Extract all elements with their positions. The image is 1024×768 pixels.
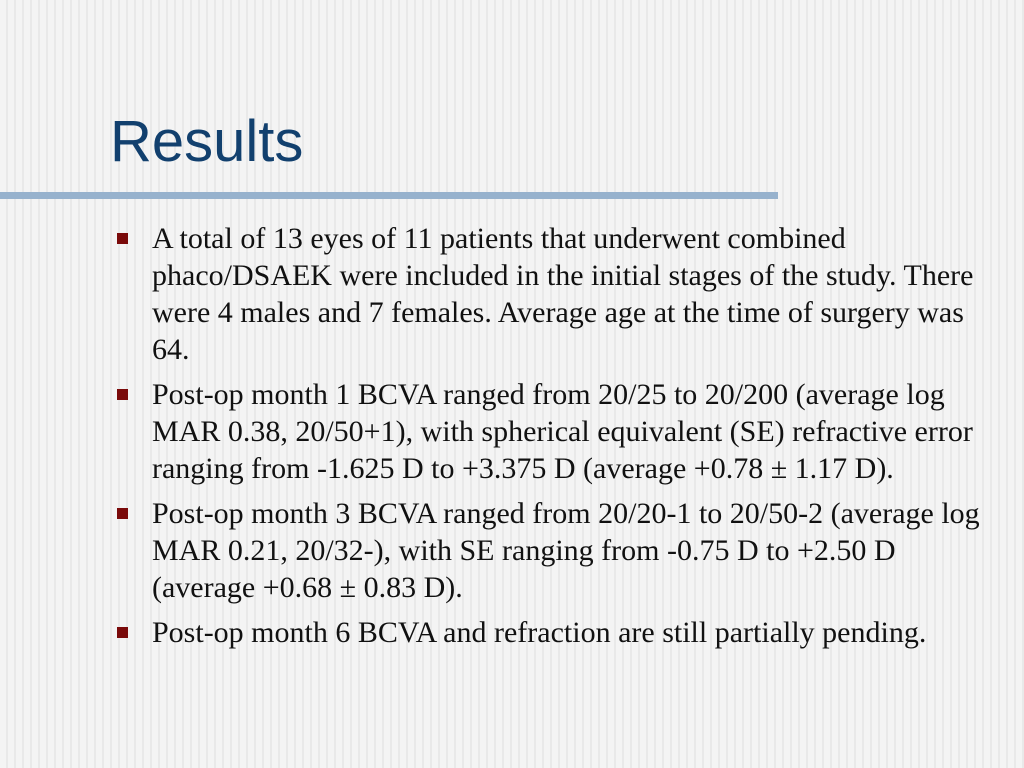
square-bullet-icon — [117, 508, 128, 519]
square-bullet-icon — [117, 627, 128, 638]
bullet-item — [112, 376, 992, 487]
bullet-list — [112, 220, 992, 659]
bullet-item — [112, 220, 992, 368]
bullet-text: Post-op month 1 BCVA ranged from 20/25 to 20/200 (average log MAR 0.38, 20/50+1), with spherical equivalent (SE) refractive error ranging from -1.625 D to +3.375 D (average +0.78 ± 1.17 D). — [152, 378, 973, 485]
bullet-text: A total of 13 eyes of 11 patients that underwent combined phaco/DSAEK were included in the initial stages of the study. There were 4 males and 7 females. Average age at the time of surgery was 64. — [152, 222, 974, 366]
square-bullet-icon — [117, 233, 128, 244]
square-bullet-icon — [117, 389, 128, 400]
bullet-text: Post-op month 3 BCVA ranged from 20/20-1 to 20/50-2 (average log MAR 0.21, 20/32-), with SE ranging from -0.75 D to +2.50 D (average +0.68 ± 0.83 D). — [152, 497, 980, 604]
bullet-text: Post-op month 6 BCVA and refraction are still partially pending. — [152, 616, 927, 649]
bullet-item — [112, 495, 992, 606]
slide-title: Results — [110, 109, 304, 174]
bullet-item — [112, 614, 992, 651]
title-divider — [0, 192, 778, 199]
